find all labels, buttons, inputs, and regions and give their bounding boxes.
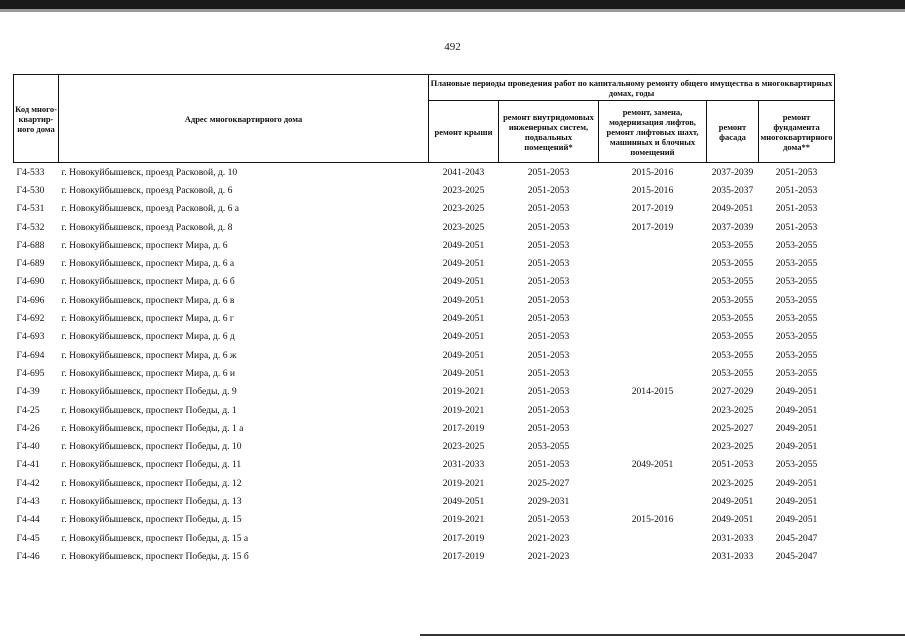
row-spacer xyxy=(835,181,890,199)
header-spacer xyxy=(835,101,890,163)
table-row xyxy=(14,492,890,510)
header-lifts: ремонт, замена, модернизация лифтов, ремонт лифтовых шахт, машинных и блочных помещений xyxy=(599,101,707,163)
row-spacer xyxy=(835,456,890,474)
cell-code: Г4-43 xyxy=(16,495,40,507)
cell-roof: 2049-2051 xyxy=(442,367,485,379)
cell-systems: 2051-2053 xyxy=(527,221,570,233)
row-spacer xyxy=(835,364,890,382)
cell-facade: 2049-2051 xyxy=(711,514,754,526)
cell-foundation: 2053-2055 xyxy=(775,331,818,343)
cell-systems: 2053-2055 xyxy=(527,441,570,453)
cell-code: Г4-42 xyxy=(16,477,40,489)
cell-lifts xyxy=(599,273,707,291)
cell-code: Г4-533 xyxy=(16,166,45,178)
cell-code: Г4-689 xyxy=(16,258,45,270)
header-spacer xyxy=(835,75,890,101)
table-row xyxy=(14,474,890,492)
header-roof: ремонт крыши xyxy=(429,101,499,163)
cell-lifts: 2015-2016 xyxy=(631,184,674,196)
cell-code: Г4-695 xyxy=(16,367,45,379)
cell-systems: 2051-2053 xyxy=(527,422,570,434)
cell-roof: 2023-2025 xyxy=(442,184,485,196)
cell-code: Г4-46 xyxy=(16,550,40,562)
cell-facade: 2053-2055 xyxy=(711,239,754,251)
cell-address: г. Новокуйбышевск, проспект Мира, д. 6 г xyxy=(61,313,234,325)
cell-facade: 2023-2025 xyxy=(711,477,754,489)
cell-foundation: 2049-2051 xyxy=(775,386,818,398)
scan-top-shadow xyxy=(0,9,905,12)
table-row xyxy=(14,401,890,419)
cell-lifts: 2017-2019 xyxy=(631,203,674,215)
table-row xyxy=(14,163,890,182)
header-periods-group: Плановые периоды проведения работ по капитальному ремонту общего имущества в многоквартирных домах, годы xyxy=(429,75,835,101)
cell-foundation: 2049-2051 xyxy=(775,514,818,526)
cell-address: г. Новокуйбышевск, проезд Расковой, д. 6 а xyxy=(61,203,240,215)
table-row xyxy=(14,437,890,455)
row-spacer xyxy=(835,492,890,510)
cell-code: Г4-40 xyxy=(16,441,40,453)
cell-facade: 2027-2029 xyxy=(711,386,754,398)
header-foundation: ремонт фундамента многоквартирного дома** xyxy=(759,101,835,163)
cell-address: г. Новокуйбышевск, проспект Победы, д. 10 xyxy=(61,441,242,453)
cell-facade: 2053-2055 xyxy=(711,276,754,288)
cell-systems: 2051-2053 xyxy=(527,184,570,196)
cell-code: Г4-530 xyxy=(16,184,45,196)
cell-code: Г4-532 xyxy=(16,221,45,233)
cell-facade: 2031-2033 xyxy=(711,550,754,562)
cell-foundation: 2053-2055 xyxy=(775,367,818,379)
cell-roof: 2049-2051 xyxy=(442,495,485,507)
cell-foundation: 2051-2053 xyxy=(775,221,818,233)
row-spacer xyxy=(835,218,890,236)
cell-facade: 2031-2033 xyxy=(711,532,754,544)
cell-foundation: 2053-2055 xyxy=(775,459,818,471)
cell-foundation: 2049-2051 xyxy=(775,422,818,434)
cell-lifts xyxy=(599,309,707,327)
cell-lifts xyxy=(599,328,707,346)
row-spacer xyxy=(835,547,890,565)
cell-code: Г4-696 xyxy=(16,294,45,306)
cell-facade: 2051-2053 xyxy=(711,459,754,471)
cell-lifts xyxy=(599,492,707,510)
cell-systems: 2021-2023 xyxy=(527,550,570,562)
table-row xyxy=(14,200,890,218)
row-spacer xyxy=(835,529,890,547)
cell-lifts: 2015-2016 xyxy=(631,514,674,526)
cell-code: Г4-26 xyxy=(16,422,40,434)
cell-address: г. Новокуйбышевск, проезд Расковой, д. 10 xyxy=(61,166,238,178)
table-row xyxy=(14,328,890,346)
cell-address: г. Новокуйбышевск, проспект Мира, д. 6 в xyxy=(61,294,235,306)
table-row xyxy=(14,254,890,272)
cell-lifts xyxy=(599,419,707,437)
cell-facade: 2049-2051 xyxy=(711,495,754,507)
cell-lifts xyxy=(599,254,707,272)
cell-foundation: 2051-2053 xyxy=(775,184,818,196)
row-spacer xyxy=(835,419,890,437)
cell-foundation: 2049-2051 xyxy=(775,404,818,416)
cell-roof: 2017-2019 xyxy=(442,422,485,434)
table-row xyxy=(14,547,890,565)
cell-systems: 2051-2053 xyxy=(527,258,570,270)
cell-lifts xyxy=(599,437,707,455)
cell-systems: 2051-2053 xyxy=(527,404,570,416)
row-spacer xyxy=(835,200,890,218)
cell-address: г. Новокуйбышевск, проспект Победы, д. 1 а xyxy=(61,422,244,434)
cell-lifts xyxy=(599,401,707,419)
cell-foundation: 2053-2055 xyxy=(775,239,818,251)
table-row xyxy=(14,218,890,236)
cell-code: Г4-688 xyxy=(16,239,45,251)
row-spacer xyxy=(835,383,890,401)
cell-address: г. Новокуйбышевск, проспект Мира, д. 6 д xyxy=(61,331,235,343)
table-body xyxy=(14,163,890,566)
cell-code: Г4-694 xyxy=(16,349,45,361)
cell-lifts xyxy=(599,364,707,382)
cell-lifts xyxy=(599,547,707,565)
cell-code: Г4-693 xyxy=(16,331,45,343)
cell-lifts xyxy=(599,291,707,309)
cell-facade: 2053-2055 xyxy=(711,367,754,379)
cell-systems: 2051-2053 xyxy=(527,367,570,379)
table-header xyxy=(14,75,890,163)
cell-code: Г4-692 xyxy=(16,313,45,325)
cell-address: г. Новокуйбышевск, проспект Мира, д. 6 б xyxy=(61,276,235,288)
cell-systems: 2029-2031 xyxy=(527,495,570,507)
cell-foundation: 2053-2055 xyxy=(775,294,818,306)
cell-roof: 2019-2021 xyxy=(442,404,485,416)
cell-lifts: 2014-2015 xyxy=(631,386,674,398)
cell-roof: 2023-2025 xyxy=(442,441,485,453)
cell-systems: 2051-2053 xyxy=(527,166,570,178)
cell-systems: 2051-2053 xyxy=(527,294,570,306)
row-spacer xyxy=(835,328,890,346)
row-spacer xyxy=(835,401,890,419)
row-spacer xyxy=(835,254,890,272)
scan-top-border xyxy=(0,0,905,9)
cell-address: г. Новокуйбышевск, проспект Мира, д. 6 xyxy=(61,239,228,251)
cell-facade: 2049-2051 xyxy=(711,203,754,215)
table-row xyxy=(14,236,890,254)
cell-roof: 2049-2051 xyxy=(442,294,485,306)
cell-foundation: 2049-2051 xyxy=(775,495,818,507)
cell-roof: 2049-2051 xyxy=(442,239,485,251)
cell-facade: 2053-2055 xyxy=(711,331,754,343)
cell-address: г. Новокуйбышевск, проезд Расковой, д. 6 xyxy=(61,184,233,196)
cell-roof: 2031-2033 xyxy=(442,459,485,471)
cell-facade: 2053-2055 xyxy=(711,258,754,270)
scan-bottom-line xyxy=(420,634,905,636)
cell-foundation: 2053-2055 xyxy=(775,258,818,270)
cell-address: г. Новокуйбышевск, проспект Победы, д. 13 xyxy=(61,495,242,507)
cell-systems: 2021-2023 xyxy=(527,532,570,544)
cell-address: г. Новокуйбышевск, проспект Мира, д. 6 и xyxy=(61,367,236,379)
cell-code: Г4-41 xyxy=(16,459,40,471)
cell-systems: 2051-2053 xyxy=(527,386,570,398)
cell-foundation: 2045-2047 xyxy=(775,532,818,544)
cell-facade: 2037-2039 xyxy=(711,166,754,178)
cell-systems: 2051-2053 xyxy=(527,239,570,251)
cell-address: г. Новокуйбышевск, проспект Победы, д. 11 xyxy=(61,459,242,471)
cell-address: г. Новокуйбышевск, проспект Победы, д. 15 б xyxy=(61,550,249,562)
cell-lifts xyxy=(599,529,707,547)
cell-code: Г4-25 xyxy=(16,404,40,416)
cell-foundation: 2053-2055 xyxy=(775,313,818,325)
cell-address: г. Новокуйбышевск, проспект Победы, д. 9 xyxy=(61,386,237,398)
cell-lifts: 2017-2019 xyxy=(631,221,674,233)
cell-foundation: 2045-2047 xyxy=(775,550,818,562)
cell-address: г. Новокуйбышевск, проспект Победы, д. 15 xyxy=(61,514,242,526)
cell-lifts xyxy=(599,346,707,364)
cell-roof: 2023-2025 xyxy=(442,203,485,215)
cell-facade: 2035-2037 xyxy=(711,184,754,196)
cell-systems: 2051-2053 xyxy=(527,514,570,526)
cell-facade: 2023-2025 xyxy=(711,404,754,416)
cell-foundation: 2049-2051 xyxy=(775,477,818,489)
table-row xyxy=(14,383,890,401)
cell-systems: 2051-2053 xyxy=(527,459,570,471)
cell-address: г. Новокуйбышевск, проспект Победы, д. 15 а xyxy=(61,532,249,544)
cell-lifts xyxy=(599,474,707,492)
cell-facade: 2053-2055 xyxy=(711,313,754,325)
cell-systems: 2051-2053 xyxy=(527,313,570,325)
cell-facade: 2025-2027 xyxy=(711,422,754,434)
table-row xyxy=(14,181,890,199)
cell-code: Г4-39 xyxy=(16,386,40,398)
table-row xyxy=(14,419,890,437)
cell-address: г. Новокуйбышевск, проезд Расковой, д. 8 xyxy=(61,221,233,233)
cell-roof: 2023-2025 xyxy=(442,221,485,233)
row-spacer xyxy=(835,163,890,182)
cell-address: г. Новокуйбышевск, проспект Мира, д. 6 ж xyxy=(61,349,237,361)
header-code: Код много-квартир-ного дома xyxy=(14,75,59,163)
header-systems: ремонт внутридомовых инженерных систем, подвальных помещений* xyxy=(499,101,599,163)
row-spacer xyxy=(835,437,890,455)
row-spacer xyxy=(835,511,890,529)
table-row xyxy=(14,529,890,547)
cell-roof: 2019-2021 xyxy=(442,477,485,489)
cell-roof: 2041-2043 xyxy=(442,166,485,178)
cell-roof: 2049-2051 xyxy=(442,331,485,343)
row-spacer xyxy=(835,291,890,309)
cell-foundation: 2049-2051 xyxy=(775,441,818,453)
cell-roof: 2049-2051 xyxy=(442,276,485,288)
cell-roof: 2017-2019 xyxy=(442,532,485,544)
table-row xyxy=(14,291,890,309)
row-spacer xyxy=(835,309,890,327)
table-row xyxy=(14,364,890,382)
cell-facade: 2053-2055 xyxy=(711,294,754,306)
cell-code: Г4-531 xyxy=(16,203,45,215)
cell-address: г. Новокуйбышевск, проспект Мира, д. 6 а xyxy=(61,258,235,270)
cell-foundation: 2051-2053 xyxy=(775,166,818,178)
cell-code: Г4-690 xyxy=(16,276,45,288)
cell-foundation: 2053-2055 xyxy=(775,349,818,361)
row-spacer xyxy=(835,346,890,364)
cell-roof: 2019-2021 xyxy=(442,386,485,398)
table-row xyxy=(14,273,890,291)
cell-roof: 2049-2051 xyxy=(442,313,485,325)
cell-address: г. Новокуйбышевск, проспект Победы, д. 12 xyxy=(61,477,242,489)
cell-facade: 2053-2055 xyxy=(711,349,754,361)
cell-systems: 2051-2053 xyxy=(527,331,570,343)
table-row xyxy=(14,346,890,364)
cell-systems: 2051-2053 xyxy=(527,203,570,215)
cell-foundation: 2053-2055 xyxy=(775,276,818,288)
table-row xyxy=(14,456,890,474)
cell-roof: 2049-2051 xyxy=(442,349,485,361)
cell-facade: 2037-2039 xyxy=(711,221,754,233)
capital-repair-table xyxy=(13,74,890,566)
page-number: 492 xyxy=(444,41,461,53)
cell-facade: 2023-2025 xyxy=(711,441,754,453)
table-row xyxy=(14,511,890,529)
cell-code: Г4-44 xyxy=(16,514,40,526)
cell-roof: 2049-2051 xyxy=(442,258,485,270)
cell-systems: 2051-2053 xyxy=(527,276,570,288)
cell-lifts: 2049-2051 xyxy=(631,459,674,471)
cell-roof: 2019-2021 xyxy=(442,514,485,526)
cell-roof: 2017-2019 xyxy=(442,550,485,562)
header-facade: ремонт фасада xyxy=(707,101,759,163)
header-address: Адрес многоквартирного дома xyxy=(59,75,429,163)
row-spacer xyxy=(835,236,890,254)
cell-foundation: 2051-2053 xyxy=(775,203,818,215)
table-row xyxy=(14,309,890,327)
cell-lifts: 2015-2016 xyxy=(631,166,674,178)
row-spacer xyxy=(835,474,890,492)
cell-code: Г4-45 xyxy=(16,532,40,544)
cell-systems: 2051-2053 xyxy=(527,349,570,361)
cell-address: г. Новокуйбышевск, проспект Победы, д. 1 xyxy=(61,404,237,416)
cell-lifts xyxy=(599,236,707,254)
row-spacer xyxy=(835,273,890,291)
cell-systems: 2025-2027 xyxy=(527,477,570,489)
